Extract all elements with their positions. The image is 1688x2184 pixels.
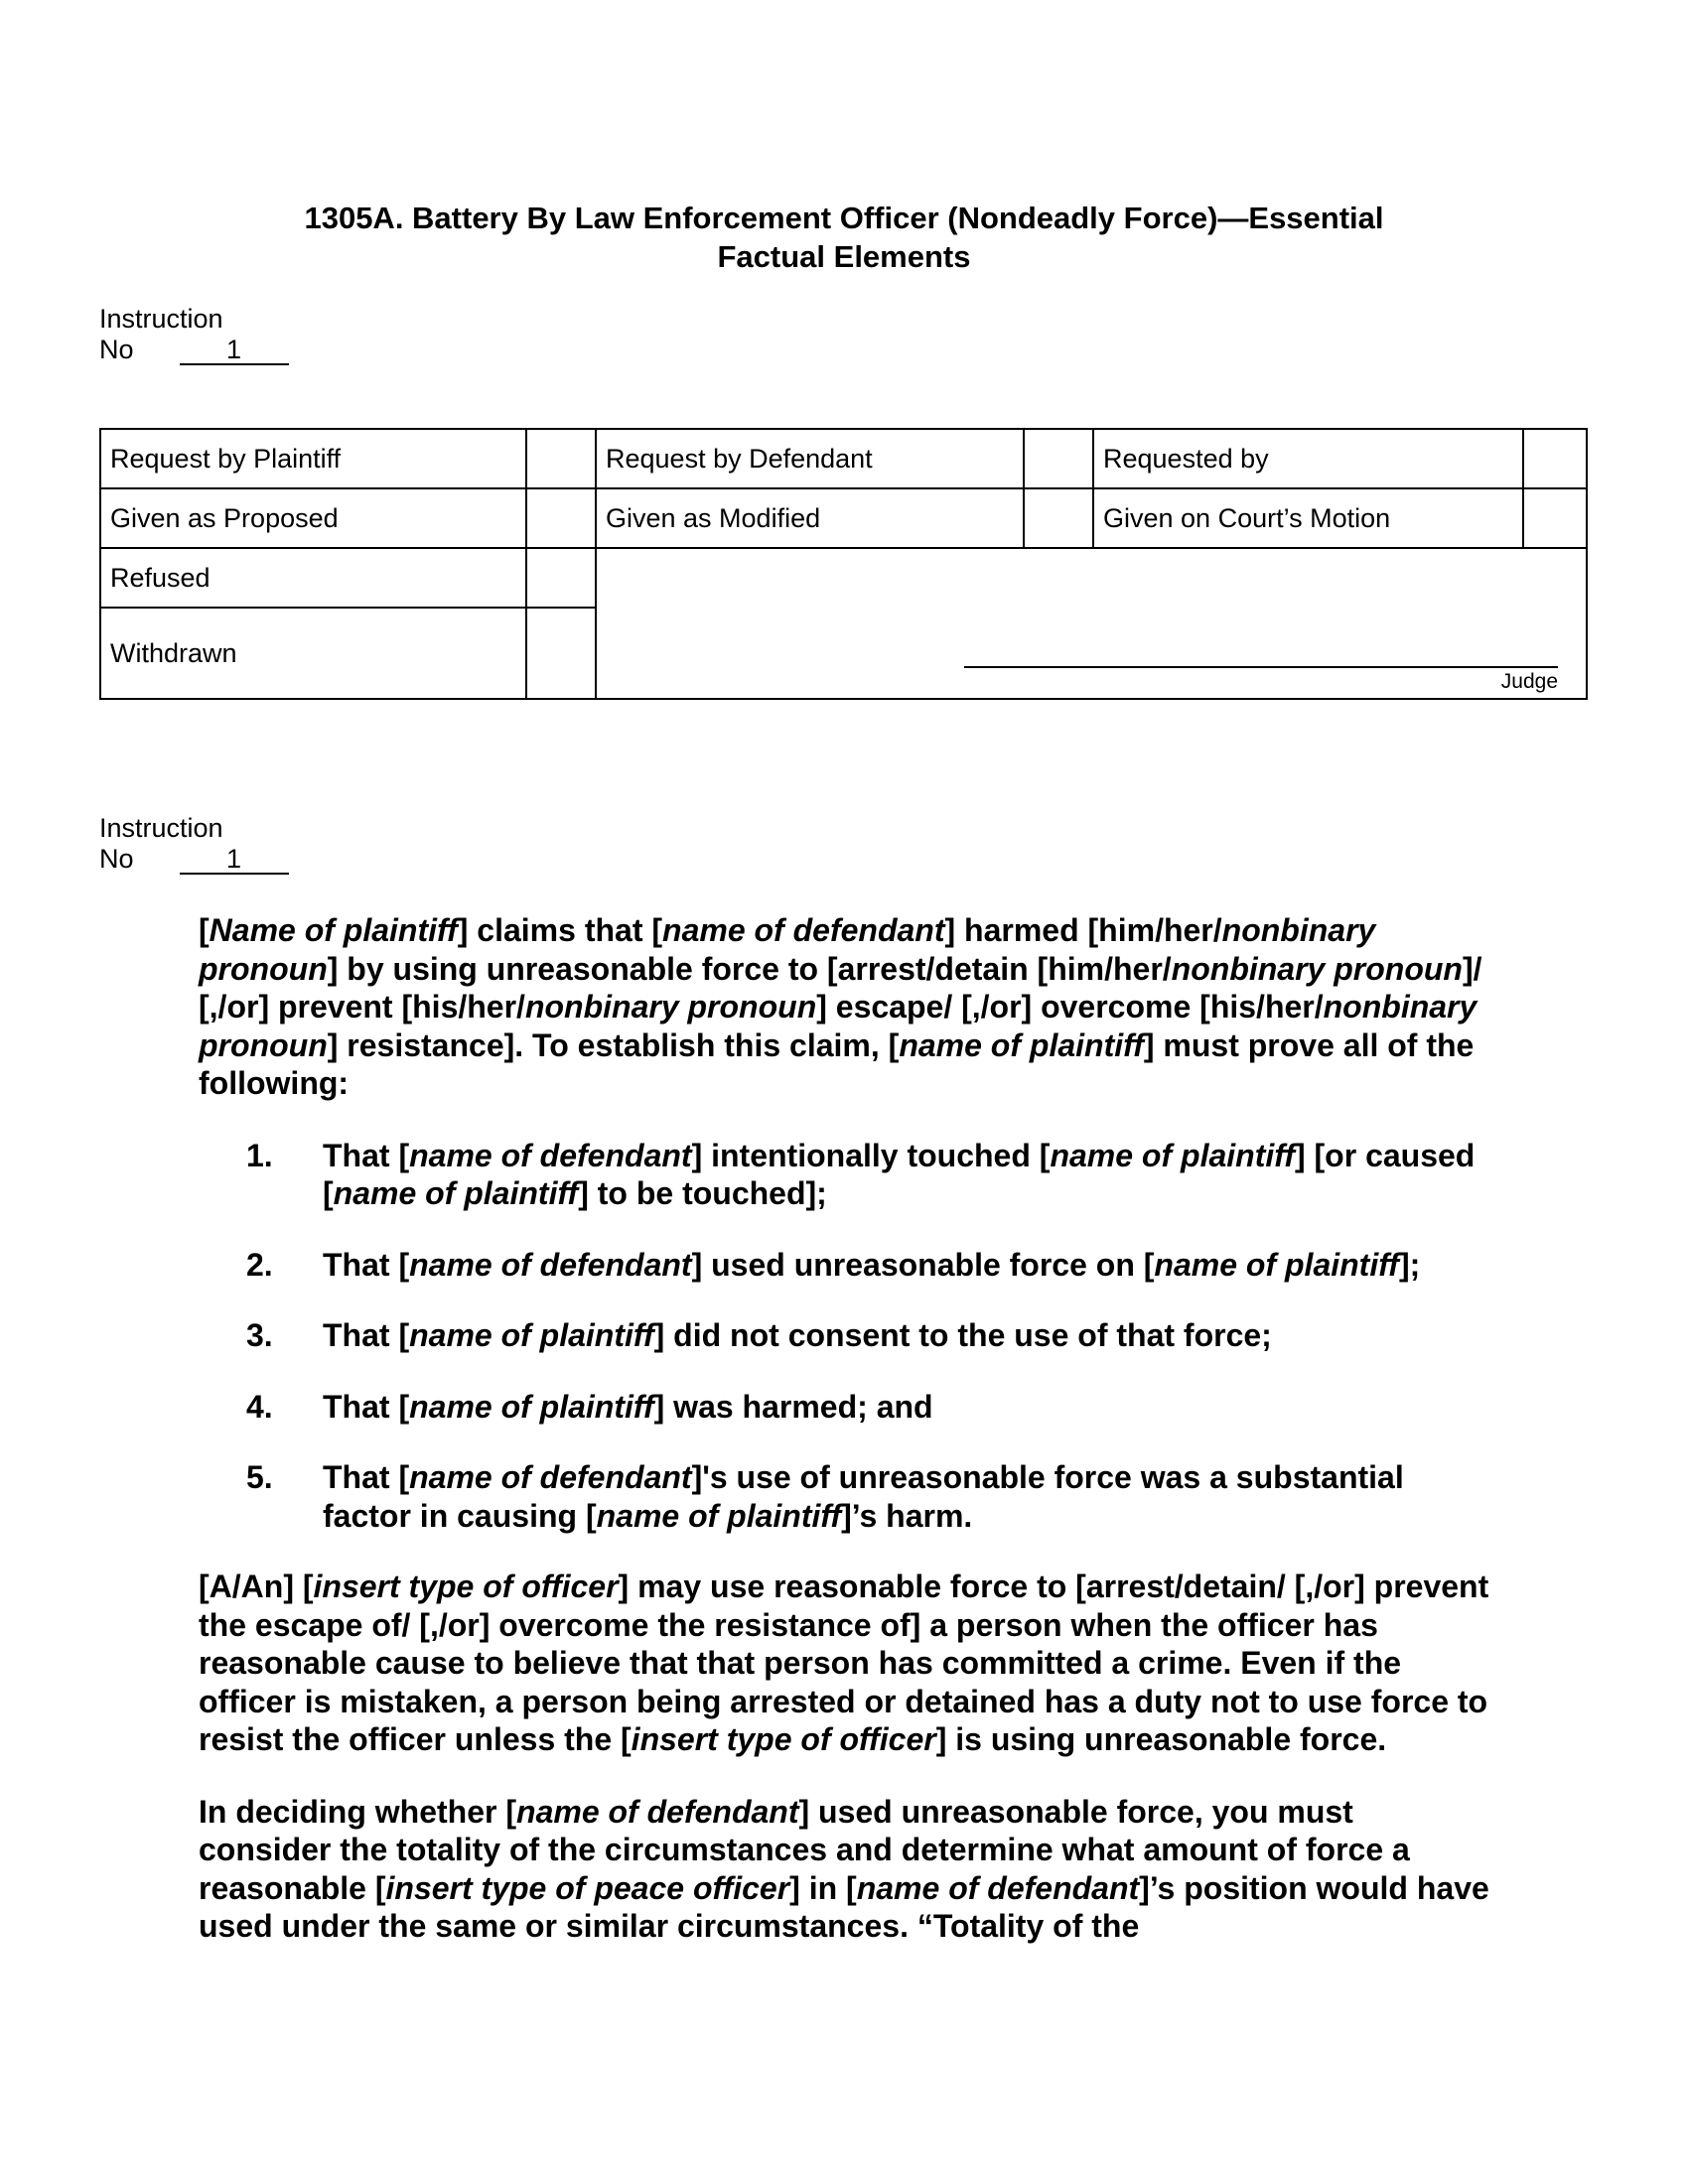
instruction-label: Instruction — [99, 304, 223, 334]
given-as-modified-label: Given as Modified — [596, 488, 1024, 548]
instruction-number-field[interactable]: 1 — [180, 337, 289, 365]
requested-by-label: Requested by — [1093, 429, 1523, 488]
requested-by-checkbox[interactable] — [1523, 429, 1587, 488]
instruction-no-row — [99, 844, 289, 875]
instruction-no-row — [99, 335, 289, 365]
request-by-plaintiff-label: Request by Plaintiff — [100, 429, 526, 488]
item-number: 1. — [246, 1137, 273, 1173]
instruction-body — [199, 911, 1489, 1979]
judge-signature-area — [596, 548, 1587, 699]
instruction-label: Instruction — [99, 813, 223, 843]
totality-paragraph: In deciding whether [name of defendant] used unreasonable force, you must consider the totality of the circumstances and determine what amount of force a reasonable [insert type of peace officer] in [name of defendant]’s position would have used under the same or similar circumstances. “Totality of the — [199, 1793, 1489, 1944]
intro-paragraph: [Name of plaintiff] claims that [name of defendant] harmed [him/her/nonbinary pronoun] by using unreasonable force to [arrest/detain [him/her/nonbinary pronoun]/ [,/or] prevent [his/her/nonbinary pronoun] escape/ [,/or] overcome [his/her/nonbinary pronoun] resistance]. To establish this claim, [name of plaintiff] must prove all of the following: — [199, 912, 1482, 1101]
refused-checkbox[interactable] — [526, 548, 596, 608]
given-on-courts-motion-label: Given on Court’s Motion — [1093, 488, 1523, 548]
withdrawn-label: Withdrawn — [100, 608, 526, 699]
item-number: 5. — [246, 1459, 273, 1495]
instruction-number-block-top — [99, 304, 289, 365]
reasonable-force-paragraph: [A/An] [insert type of officer] may use reasonable force to [arrest/detain/ [,/or] prevent the escape of/ [,/or] overcome the resistance of] a person when the officer has reasonable cause to believe that that person has committed a crime. Even if the officer is mistaken, a person being arrested or detained has a duty not to use force to resist the officer unless the [insert type of officer] is using unreasonable force. — [199, 1569, 1489, 1757]
given-as-proposed-checkbox[interactable] — [526, 488, 596, 548]
judge-signature-line[interactable] — [964, 666, 1558, 668]
instruction-number-block-bottom — [99, 813, 289, 875]
given-as-modified-checkbox[interactable] — [1024, 488, 1093, 548]
request-by-plaintiff-checkbox[interactable] — [526, 429, 596, 488]
item-number: 2. — [246, 1246, 273, 1283]
list-item: 4. That [name of plaintiff] was harmed; and — [246, 1388, 933, 1425]
list-item: 1. That [name of defendant] intentionally touched [name of plaintiff] [or caused [name of plaintiff] to be touched]; — [246, 1137, 1476, 1211]
withdrawn-checkbox[interactable] — [526, 608, 596, 699]
request-by-defendant-checkbox[interactable] — [1024, 429, 1093, 488]
judge-label: Judge — [1500, 670, 1558, 693]
list-item: 3. That [name of plaintiff] did not consent to the use of that force; — [246, 1317, 1272, 1353]
instruction-number-field[interactable]: 1 — [180, 846, 289, 875]
item-number: 4. — [246, 1388, 273, 1425]
given-on-courts-motion-checkbox[interactable] — [1523, 488, 1587, 548]
title-line-2: Factual Elements — [717, 239, 971, 274]
refused-label: Refused — [100, 548, 526, 608]
list-item: 2. That [name of defendant] used unreasonable force on [name of plaintiff]; — [246, 1246, 1421, 1283]
request-table — [99, 428, 1588, 700]
request-by-defendant-label: Request by Defendant — [596, 429, 1024, 488]
given-as-proposed-label: Given as Proposed — [100, 488, 526, 548]
list-item: 5. That [name of defendant]'s use of unreasonable force was a substantial factor in causing [name of plaintiff]’s harm. — [246, 1459, 1404, 1534]
no-label: No — [99, 844, 134, 874]
elements-list — [199, 1137, 1489, 1536]
no-label: No — [99, 335, 134, 364]
item-number: 3. — [246, 1317, 273, 1353]
title-line-1: 1305A. Battery By Law Enforcement Officer (Nondeadly Force)—Essential — [304, 201, 1384, 235]
document-title — [149, 199, 1539, 276]
